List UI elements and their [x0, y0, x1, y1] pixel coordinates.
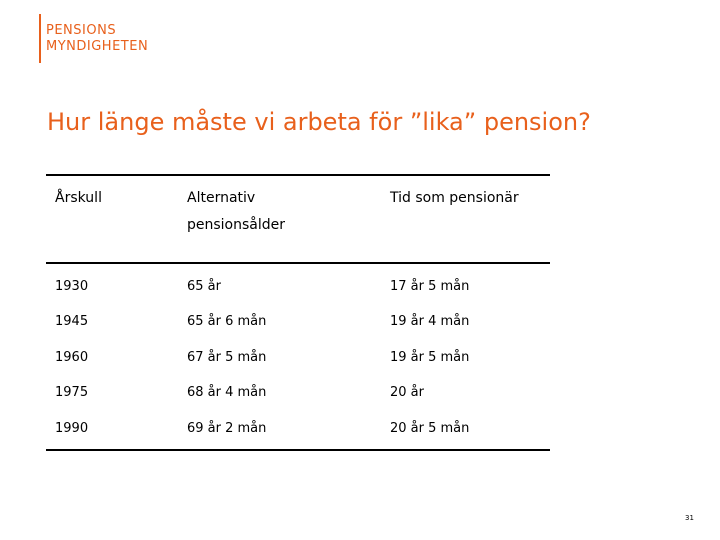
row-3-age: 67 år 5 mån — [187, 350, 267, 365]
logo-line-1: PENSIONS — [46, 22, 117, 38]
row-2-year: 1945 — [55, 314, 89, 329]
row-1-age: 65 år — [187, 279, 221, 294]
header-tid-som-pensionar: Tid som pensionär — [390, 190, 519, 206]
row-2-age: 65 år 6 mån — [187, 314, 267, 329]
row-1-year: 1930 — [55, 279, 89, 294]
row-3-time: 19 år 5 mån — [390, 350, 470, 365]
row-1-time: 17 år 5 mån — [390, 279, 470, 294]
row-4-time: 20 år — [390, 385, 424, 400]
logo-line-2: MYNDIGHETEN — [46, 38, 149, 54]
row-4-year: 1975 — [55, 385, 89, 400]
pensionsmyndigheten-logo — [39, 14, 148, 63]
table-header-rule — [46, 262, 550, 264]
header-pensionsalder: pensionsålder — [187, 217, 286, 233]
header-arskull: Årskull — [55, 190, 102, 206]
table-top-rule — [46, 174, 550, 176]
header-alternativ: Alternativ — [187, 190, 256, 206]
row-5-year: 1990 — [55, 421, 89, 436]
row-4-age: 68 år 4 mån — [187, 385, 267, 400]
row-5-age: 69 år 2 mån — [187, 421, 267, 436]
row-2-time: 19 år 4 mån — [390, 314, 470, 329]
row-3-year: 1960 — [55, 350, 89, 365]
table-bottom-rule — [46, 449, 550, 451]
page-title: Hur länge måste vi arbeta för ”lika” pension? — [47, 108, 591, 136]
page-number: 31 — [685, 514, 694, 522]
row-5-time: 20 år 5 mån — [390, 421, 470, 436]
